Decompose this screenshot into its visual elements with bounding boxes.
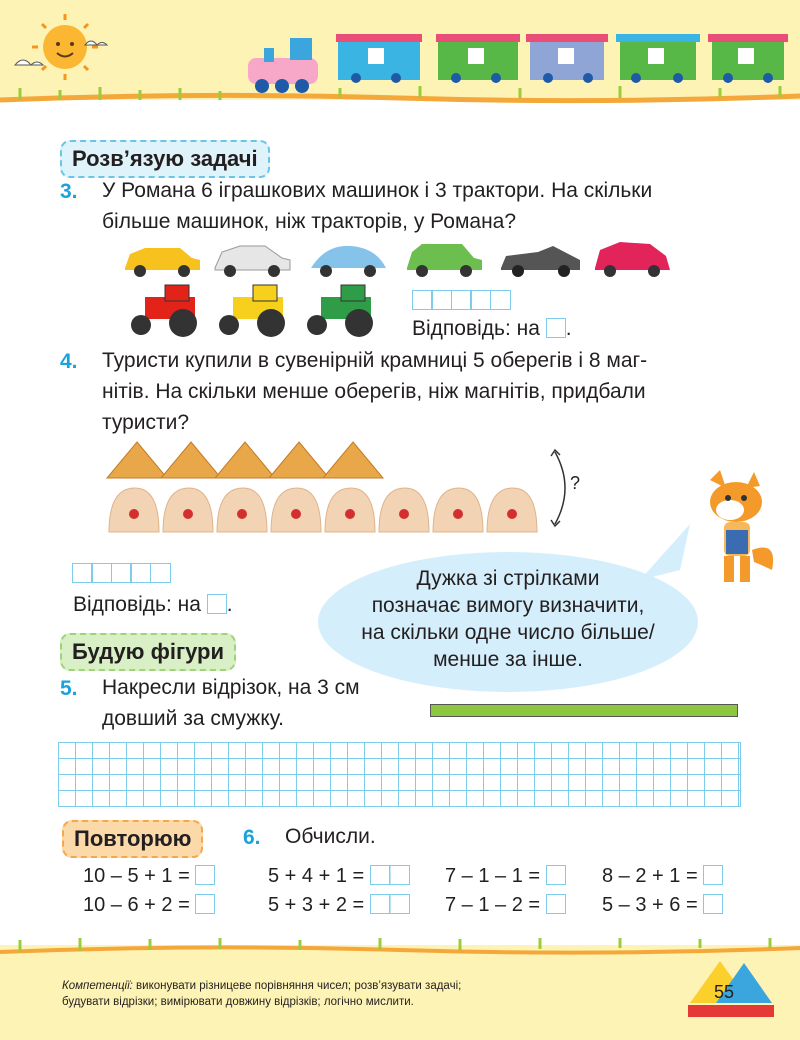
question-mark: ?	[570, 473, 581, 493]
section-tag-solve: Розв’язую задачі	[60, 140, 270, 178]
souvenirs-illustration	[105, 440, 585, 540]
equation: 7 – 1 – 2 =	[445, 894, 566, 917]
bubble-line: на скільки одне число більше/	[361, 621, 655, 644]
task-number: 6.	[243, 826, 261, 849]
equation: 5 + 4 + 1 =	[268, 865, 410, 888]
task-text-line: нітів. На скільки менше оберегів, ніж магнітів, придбали	[102, 380, 646, 403]
equation: 8 – 2 + 1 =	[602, 865, 723, 888]
amulet-icon	[269, 442, 329, 478]
task-text-line: Накресли відрізок, на 3 см	[102, 676, 360, 699]
car-icon	[311, 246, 386, 277]
header-decoration	[0, 0, 800, 110]
bracket-arrow-icon	[555, 452, 565, 524]
footer-line: виконувати різницеве порівняння чисел; розв’язувати задачі;	[132, 980, 462, 992]
answer-box[interactable]	[195, 865, 215, 885]
green-strip	[430, 704, 738, 717]
bubble-line: позначає вимогу визначити,	[371, 594, 645, 617]
bubble-line: менше за інше.	[433, 648, 583, 671]
task-text: Обчисли.	[285, 825, 376, 848]
section-tag-build: Будую фігури	[60, 633, 236, 671]
car-icon	[595, 242, 670, 277]
sun-icon	[32, 14, 98, 80]
task-number: 5.	[60, 677, 78, 700]
task-number: 4.	[60, 350, 78, 373]
speech-bubble-text	[318, 565, 698, 673]
fox-character-icon	[680, 470, 780, 590]
answer-suffix: .	[226, 593, 233, 616]
car-icon	[501, 246, 580, 277]
answer-box[interactable]	[546, 865, 566, 885]
task-text-line: більше машинок, ніж тракторів, у Романа?	[102, 210, 517, 233]
footer-label: Компетенції:	[62, 980, 133, 992]
answer-line	[73, 590, 233, 620]
amulets-row	[107, 442, 383, 478]
tractors-illustration	[125, 283, 395, 339]
page-number: 55	[714, 982, 735, 1002]
tractor-icon	[307, 285, 373, 337]
answer-label: Відповідь: на	[73, 593, 201, 616]
car-icon	[407, 244, 482, 277]
equation: 5 + 3 + 2 =	[268, 894, 410, 917]
amulet-icon	[107, 442, 167, 478]
answer-box[interactable]	[703, 865, 723, 885]
answer-box[interactable]	[370, 865, 410, 885]
answer-label: Відповідь: на	[412, 317, 540, 340]
magnets-row	[109, 488, 537, 532]
bubble-line: Дужка зі стрілками	[416, 567, 600, 590]
equation: 10 – 5 + 1 =	[83, 865, 215, 888]
task-text-line: У Романа 6 іграшкових машинок і 3 трактори. На скільки	[102, 179, 653, 202]
answer-grid[interactable]	[413, 290, 511, 310]
equation: 7 – 1 – 1 =	[445, 865, 566, 888]
cloud-icon	[15, 60, 43, 65]
answer-box[interactable]	[195, 894, 215, 914]
equation: 10 – 6 + 2 =	[83, 894, 215, 917]
answer-box[interactable]	[370, 894, 410, 914]
tractor-icon	[131, 285, 197, 337]
tractor-icon	[219, 285, 285, 337]
graph-paper[interactable]	[58, 742, 741, 807]
amulet-icon	[215, 442, 275, 478]
task-text-line: Туристи купили в сувенірній крамниці 5 оберегів і 8 маг-	[102, 349, 648, 372]
answer-box[interactable]	[703, 894, 723, 914]
section-tag-repeat: Повторюю	[62, 820, 203, 858]
grass-line	[0, 95, 800, 100]
task-text-line: туристи?	[102, 411, 190, 434]
answer-box[interactable]	[546, 894, 566, 914]
answer-suffix: .	[565, 317, 572, 340]
answer-box[interactable]	[207, 594, 227, 614]
answer-box[interactable]	[546, 318, 566, 338]
car-icon	[125, 248, 200, 277]
answer-line	[412, 314, 572, 344]
footer-competencies	[62, 978, 602, 1010]
amulet-icon	[323, 442, 383, 478]
task-number: 3.	[60, 180, 78, 203]
answer-grid[interactable]	[73, 563, 171, 583]
footer-line: будувати відрізки; вимірювати довжину відрізків; логічно мислити.	[62, 996, 414, 1008]
cloud-icon	[85, 41, 107, 45]
equation: 5 – 3 + 6 =	[602, 894, 723, 917]
cars-illustration	[120, 238, 680, 280]
task-text-line: довший за смужку.	[102, 707, 284, 730]
amulet-icon	[161, 442, 221, 478]
car-icon	[215, 246, 290, 277]
train-icon	[248, 34, 788, 93]
